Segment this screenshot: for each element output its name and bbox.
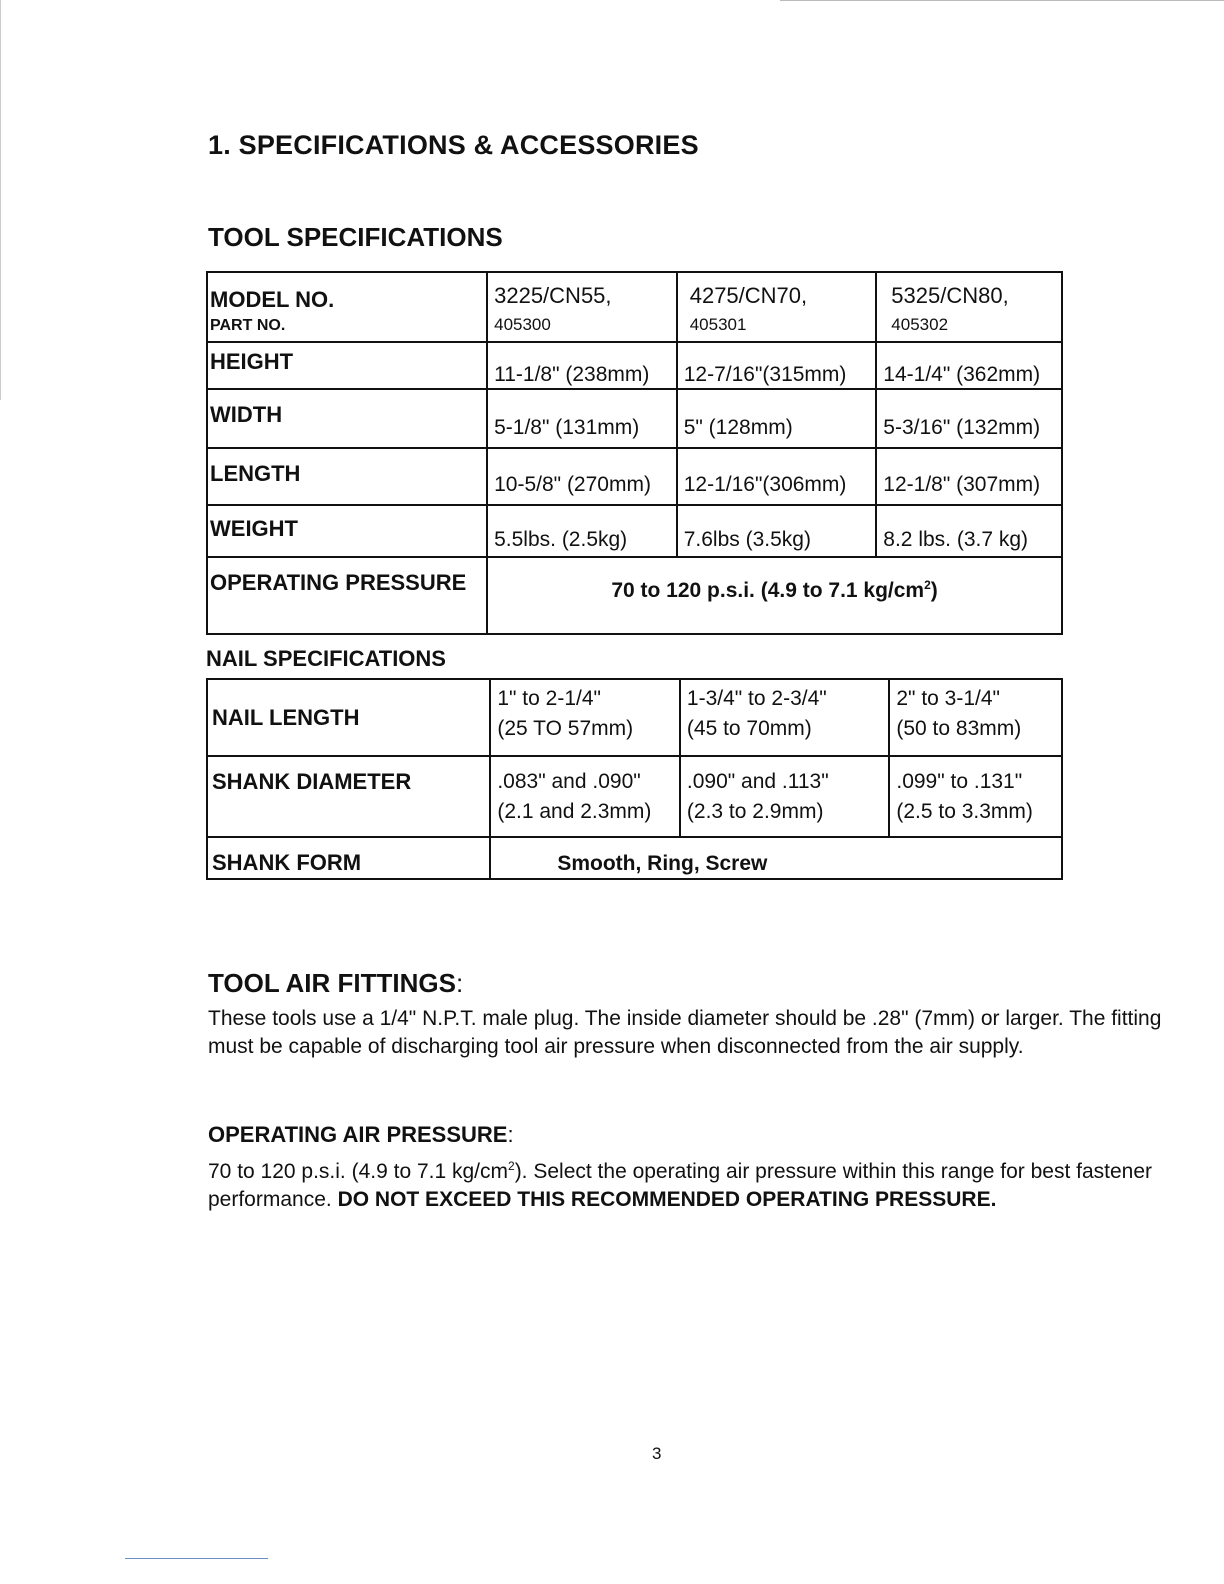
row-label: WIDTH xyxy=(207,389,487,448)
value-line: 1" to 2-1/4" xyxy=(497,687,601,710)
width-row xyxy=(207,389,1062,448)
air-pressure-text-b: ). Select the operating air pressure within this range for best fastener performance. xyxy=(208,1160,1153,1211)
nail-length-row xyxy=(207,679,1062,756)
spec-value: 5-1/8" (131mm) xyxy=(487,389,677,448)
pressure-text: 70 to 120 p.s.i. (4.9 to 7.1 kg/cm xyxy=(611,579,925,602)
operating-pressure-value xyxy=(487,557,1062,634)
model-value: 3225/CN55, xyxy=(494,283,612,308)
air-pressure-text-a: 70 to 120 p.s.i. (4.9 to 7.1 kg/cm xyxy=(208,1160,508,1183)
part-value: 405301 xyxy=(689,315,747,334)
air-pressure-warning: DO NOT EXCEED THIS RECOMMENDED OPERATING PRESSURE. xyxy=(337,1188,997,1211)
top-border-line xyxy=(780,0,1224,1)
air-pressure-heading xyxy=(208,1122,514,1148)
height-row xyxy=(207,342,1062,389)
air-pressure-text xyxy=(208,1152,1178,1214)
shank-form-value: Smooth, Ring, Screw xyxy=(490,837,1062,879)
spec-value: 11-1/8" (238mm) xyxy=(487,342,677,389)
spec-value: 5-3/16" (132mm) xyxy=(876,389,1062,448)
row-label: SHANK FORM xyxy=(207,837,490,879)
spec-value: 14-1/4" (362mm) xyxy=(876,342,1062,389)
shank-diameter-cell xyxy=(680,756,889,837)
tool-specifications-table xyxy=(206,271,1063,635)
shank-form-row xyxy=(207,837,1062,879)
bottom-link-line xyxy=(125,1558,268,1559)
length-row xyxy=(207,448,1062,505)
air-pressure-colon: : xyxy=(507,1122,514,1147)
row-label: HEIGHT xyxy=(207,342,487,389)
value-line: 2" to 3-1/4" xyxy=(896,687,1000,710)
nail-specifications-heading: NAIL SPECIFICATIONS xyxy=(206,646,446,671)
weight-row xyxy=(207,505,1062,557)
model-value: 4275/CN70, xyxy=(689,283,808,308)
model-row xyxy=(207,272,1062,342)
air-fittings-text: These tools use a 1/4" N.P.T. male plug. The inside diameter should be .28" (7mm) or larger. The fitting must be capable of discharging tool air pressure when disconnected from the air supply. xyxy=(208,1007,1162,1058)
model-label-cell xyxy=(207,272,487,342)
nail-specifications-table xyxy=(206,678,1063,880)
air-fittings-colon: : xyxy=(455,968,464,998)
value-line: .090" and .113" xyxy=(686,770,829,793)
operating-pressure-row xyxy=(207,557,1062,634)
spec-value: 5" (128mm) xyxy=(677,389,877,448)
left-border-line xyxy=(0,0,1,400)
model-no-label: MODEL NO. xyxy=(210,287,335,312)
part-value: 405300 xyxy=(494,315,551,334)
value-line: (2.1 and 2.3mm) xyxy=(497,800,652,823)
section-title: 1. SPECIFICATIONS & ACCESSORIES xyxy=(208,130,699,160)
spec-value: 12-1/16"(306mm) xyxy=(677,448,877,505)
shank-diameter-row xyxy=(207,756,1062,837)
part-value: 405302 xyxy=(891,315,949,334)
model-value: 5325/CN80, xyxy=(891,283,1009,308)
air-fittings-heading xyxy=(208,968,463,999)
spec-value: 10-5/8" (270mm) xyxy=(487,448,677,505)
part-no-label: PART NO. xyxy=(210,317,286,334)
row-label: WEIGHT xyxy=(207,505,487,557)
pressure-superscript: 2 xyxy=(924,578,931,592)
air-pressure-superscript: 2 xyxy=(508,1159,515,1173)
value-line: (45 to 70mm) xyxy=(686,717,812,740)
spec-value: 7.6lbs (3.5kg) xyxy=(677,505,877,557)
spec-value: 5.5lbs. (2.5kg) xyxy=(487,505,677,557)
spec-value: 8.2 lbs. (3.7 kg) xyxy=(876,505,1062,557)
value-line: .083" and .090" xyxy=(497,770,641,793)
air-pressure-title: OPERATING AIR PRESSURE xyxy=(208,1122,508,1147)
nail-length-cell xyxy=(680,679,889,756)
value-line: (50 to 83mm) xyxy=(896,717,1022,740)
page-number: 3 xyxy=(652,1444,662,1463)
model-cell xyxy=(876,272,1062,342)
shank-diameter-cell xyxy=(889,756,1062,837)
value-line: 1-3/4" to 2-3/4" xyxy=(686,687,827,710)
model-cell xyxy=(677,272,877,342)
nail-length-cell xyxy=(889,679,1062,756)
air-fittings-title: TOOL AIR FITTINGS xyxy=(208,968,456,998)
row-label: NAIL LENGTH xyxy=(207,679,490,756)
nail-length-cell xyxy=(490,679,680,756)
value-line: .099" to .131" xyxy=(896,770,1023,793)
pressure-close: ) xyxy=(930,579,938,602)
shank-diameter-cell xyxy=(490,756,680,837)
value-line: (2.5 to 3.3mm) xyxy=(896,800,1033,823)
spec-value: 12-1/8" (307mm) xyxy=(876,448,1062,505)
value-line: (25 TO 57mm) xyxy=(497,717,634,740)
row-label: LENGTH xyxy=(207,448,487,505)
value-line: (2.3 to 2.9mm) xyxy=(686,800,824,823)
tool-specifications-heading: TOOL SPECIFICATIONS xyxy=(208,222,503,252)
row-label: OPERATING PRESSURE xyxy=(207,557,487,634)
model-cell xyxy=(487,272,677,342)
spec-value: 12-7/16"(315mm) xyxy=(677,342,877,389)
row-label: SHANK DIAMETER xyxy=(207,756,490,837)
